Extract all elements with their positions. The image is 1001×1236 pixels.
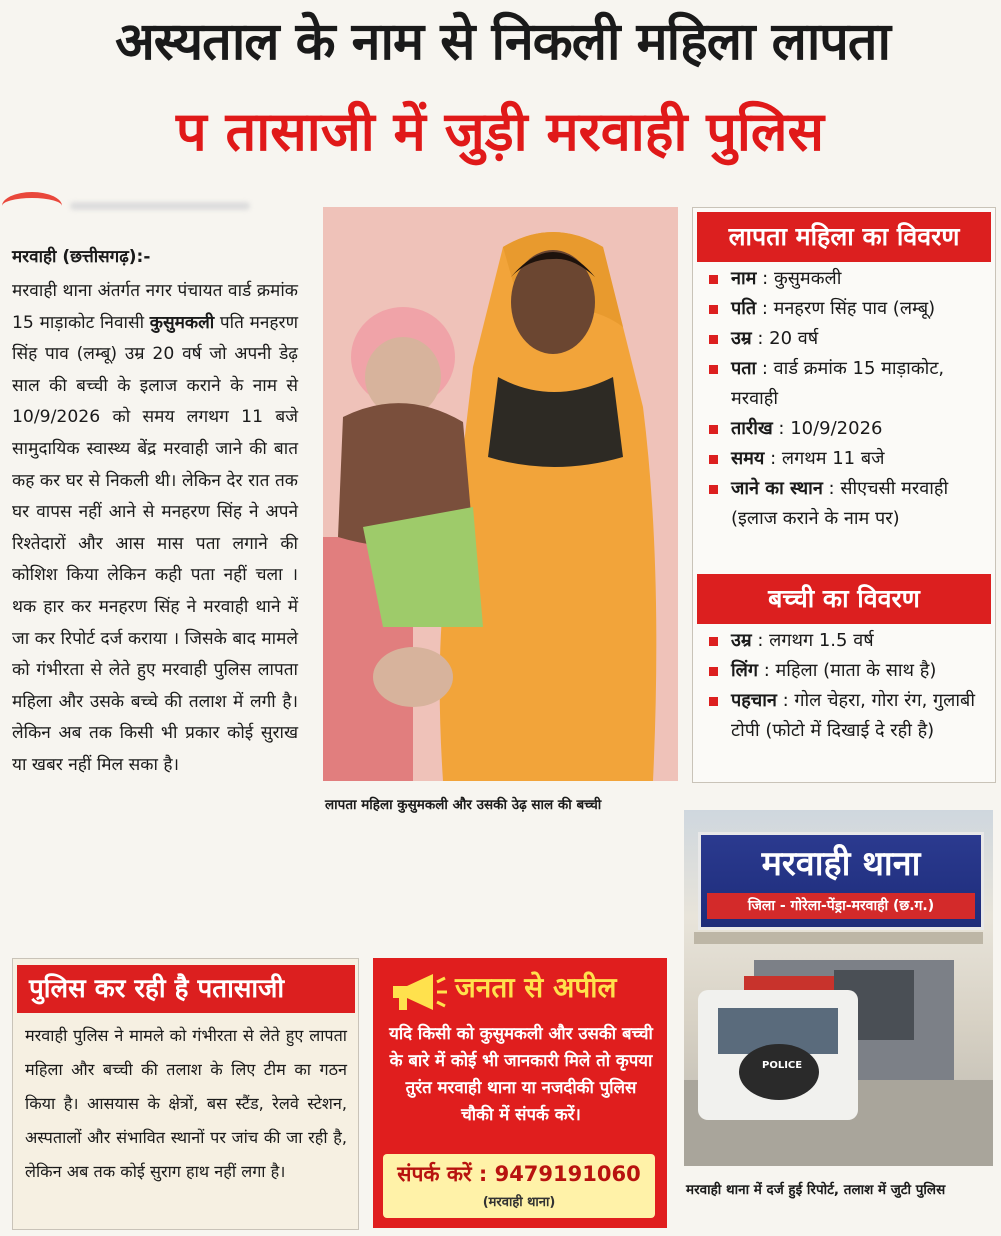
detail-label: पहचान: [731, 690, 777, 711]
detail-value: 20 वर्ष: [769, 328, 819, 349]
headline: अस्यताल के नाम से निकली महिला लापता: [115, 12, 890, 72]
photo-illustration: [323, 207, 678, 781]
detail-value: महिला (माता के साथ है): [775, 660, 937, 681]
contact-panel: [383, 1154, 655, 1218]
detail-value: लगथम 11 बजे: [781, 448, 885, 469]
police-station-photo: [684, 810, 993, 1166]
detail-value: कुसुमकली: [773, 268, 842, 289]
logo-blurred-text: [70, 202, 250, 210]
article-text-a: मरवाही थाना अंतर्गत नगर पंचायत वार्ड क्रमांक 15 माड़ाकोट निवासी: [12, 281, 298, 333]
detail-value: गोल चेहरा, गोरा रंग, गुलाबी टोपी (फोटो में दिखाई दे रही है): [731, 690, 975, 741]
missing-woman-photo: [323, 207, 678, 781]
detail-label: तारीख: [731, 418, 773, 439]
child-details-list: [703, 626, 993, 746]
detail-row-place: जाने का स्थान : सीएचसी मरवाही (इलाज कराने के नाम पर): [703, 474, 993, 534]
vehicle-police-label: POLICE: [762, 1060, 803, 1071]
child-row-age: उम्र : लगथग 1.5 वर्ष: [703, 626, 993, 656]
detail-label: उम्र: [731, 630, 752, 651]
missing-details-list: [703, 264, 993, 534]
public-appeal-box: [373, 958, 667, 1228]
subheadline: प तासाजी में जुड़ी मरवाही पुलिस: [175, 100, 825, 163]
detail-value: वार्ड क्रमांक 15 माड़ाकोट, मरवाही: [731, 358, 945, 409]
child-row-identity: पहचान : गोल चेहरा, गोरा रंग, गुलाबी टोपी (फोटो में दिखाई दे रही है): [703, 686, 993, 746]
police-search-box: [12, 958, 359, 1230]
appeal-title: जनता से अपील: [455, 971, 617, 1004]
detail-row-address: पता : वार्ड क्रमांक 15 माड़ाकोट, मरवाही: [703, 354, 993, 414]
detail-row-name: नाम : कुसुमकली: [703, 264, 993, 294]
station-sign-title: मरवाही थाना: [761, 844, 921, 884]
detail-label: समय: [731, 448, 765, 469]
police-search-title: पुलिस कर रही है पतासाजी: [17, 965, 355, 1013]
logo-swoosh-icon: [2, 192, 62, 220]
detail-row-husband: पति : मनहरण सिंह पाव (लम्बू): [703, 294, 993, 324]
detail-value: मनहरण सिंह पाव (लम्बू): [773, 298, 936, 319]
missing-details-title: लापता महिला का विवरण: [697, 212, 991, 262]
missing-details-box: [692, 207, 996, 783]
newspaper-logo: [0, 186, 300, 226]
contact-station: (मरवाही थाना): [482, 1195, 556, 1210]
detail-label: उम्र: [731, 328, 752, 349]
dateline: मरवाही (छत्तीसगढ़):-: [12, 247, 151, 267]
article-text-b: पति मनहरण सिंह पाव (लम्बू) उम्र 20 वर्ष जो अपनी डेढ़ साल की बच्ची के इलाज कराने के नाम से 10/9/2026 को समय लगथग 11 बजे सामुदायिक स्वास्थ्य बेंद्र मरवाही जाने की बात कह कर घर से निकली थी। लेकिन देर रात तक घर वापस नहीं आने से मनहरण सिंह ने अपने रिश्तेदारों और आस मास पता लगाने की कोशिश किया लेकिन कही पता नहीं चला । थक हार कर मनहरण सिंह ने मरवाही थाने में जा कर रिपोर्ट दर्ज कराया । जिसके बाद मामले को गंभीरता से लेते हुए मरवाही पुलिस लापता महिला और उसके बच्चे की तलाश में लगी है। लेकिन अब तक किसी भी प्रकार कोई सुराख या खबर नहीं मिल सका है।: [12, 312, 298, 775]
child-details-title: बच्ची का विवरण: [697, 574, 991, 624]
megaphone-icon: [389, 972, 449, 1012]
detail-row-time: समय : लगथम 11 बजे: [703, 444, 993, 474]
detail-label: पता: [731, 358, 757, 379]
contact-number: संपर्क करें : 9479191060: [397, 1162, 641, 1186]
appeal-header: [383, 966, 663, 1014]
appeal-text: यदि किसी को कुसुमकली और उसकी बच्ची के बारे में कोई भी जानकारी मिले तो कृपया तुरंत मरवाही थाना या नजदीकी पुलिस चौकी में संपर्क करें।: [389, 1023, 653, 1124]
photo-caption: लापता महिला कुसुमकली और उसकी उेढ़ साल की बच्ची: [325, 797, 602, 813]
detail-row-date: तारीख : 10/9/2026: [703, 414, 993, 444]
detail-row-age: उम्र : 20 वर्ष: [703, 324, 993, 354]
article-body: [12, 276, 298, 782]
station-illustration: [684, 810, 993, 1166]
detail-label: पति: [731, 298, 757, 319]
detail-value: सीएचसी मरवाही (इलाज कराने के नाम पर): [731, 478, 949, 529]
police-search-text: मरवाही पुलिस ने मामले को गंभीरता से लेते हुए लापता महिला और बच्ची की तलाश के लिए टीम का गठन किया है। आसयास के क्षेत्रों, बस स्टैंड, रेलवे स्टेशन, अस्पतालों और संभावित स्थानों पर जांच की जा रही है, लेकिन अब तक कोई सुराग हाथ नहीं लगा है।: [25, 1026, 347, 1181]
station-sign-sub: जिला - गोरेला-पेंड्रा-मरवाही (छ.ग.): [707, 893, 975, 919]
detail-label: जाने का स्थान: [731, 478, 823, 499]
detail-value: लगथग 1.5 वर्ष: [769, 630, 874, 651]
station-caption: मरवाही थाना में दर्ज हुई रिपोर्ट, तलाश में जुटी पुलिस: [686, 1182, 946, 1198]
detail-label: लिंग: [731, 660, 758, 681]
detail-value: 10/9/2026: [790, 418, 883, 439]
article-name: कुसुमकली: [149, 312, 215, 333]
child-row-gender: लिंग : महिला (माता के साथ है): [703, 656, 993, 686]
detail-label: नाम: [731, 268, 757, 289]
